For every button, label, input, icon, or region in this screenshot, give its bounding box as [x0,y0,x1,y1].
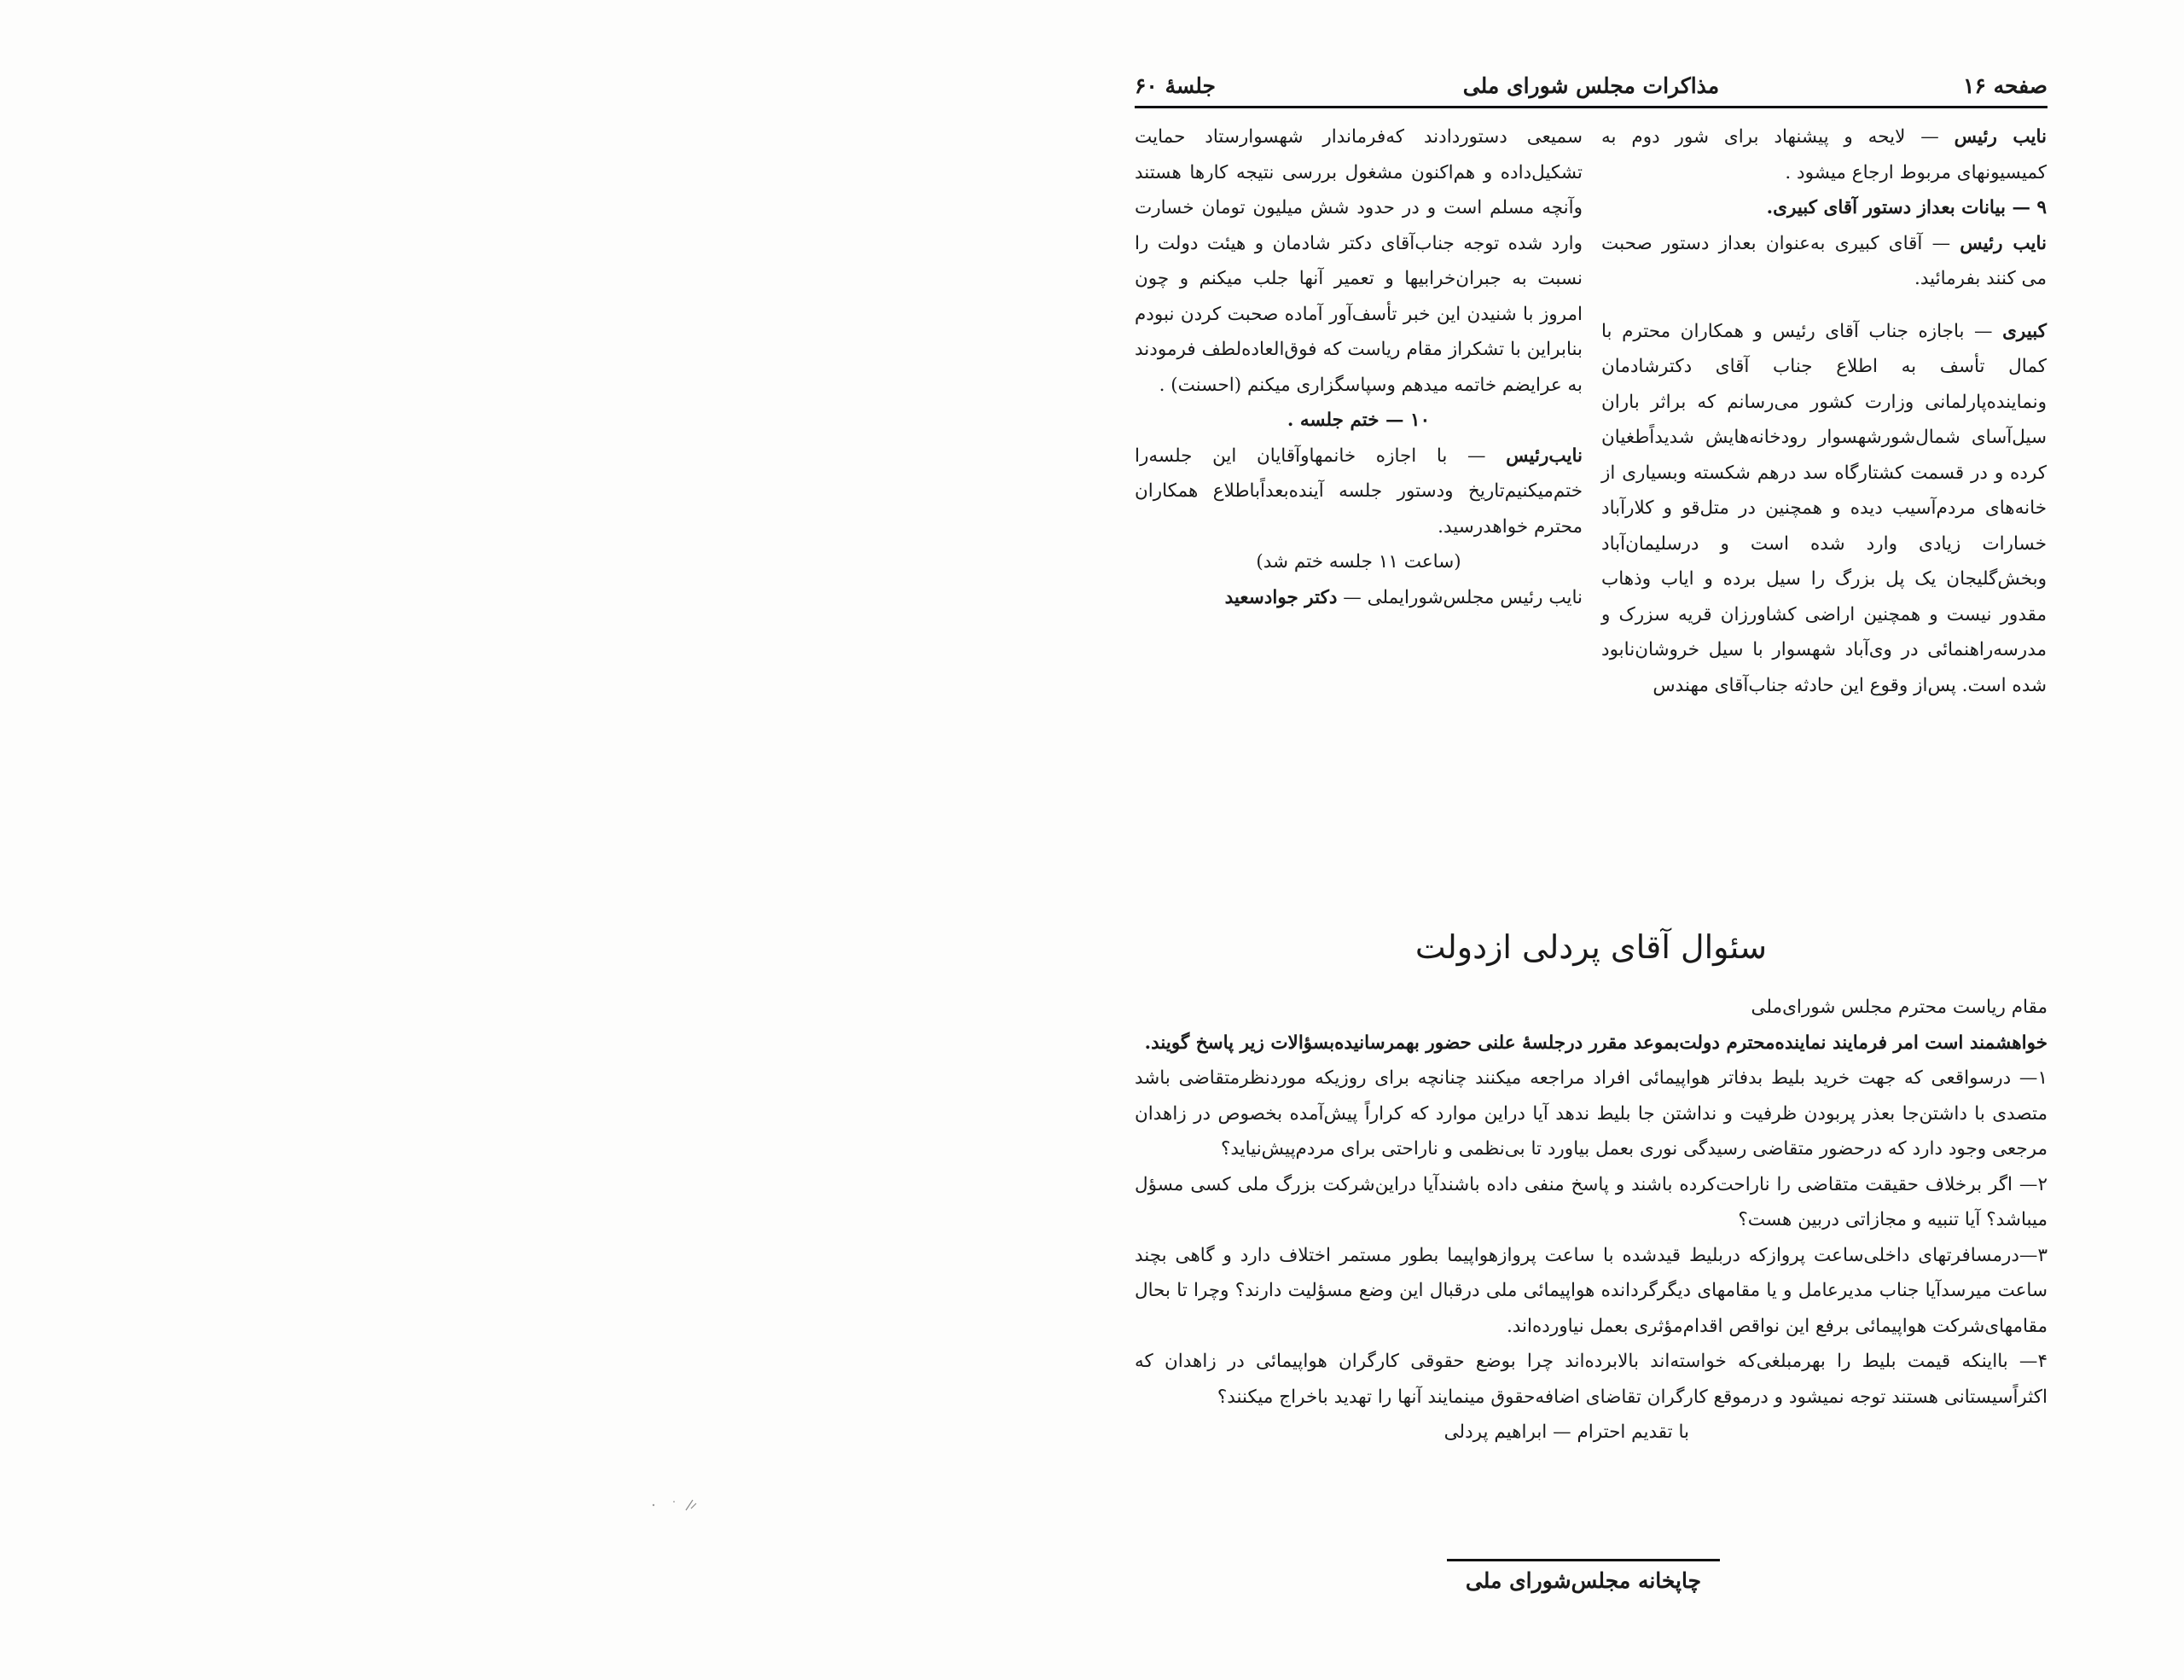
speech-text: — باجازه جناب آقای رئیس و همکاران محترم با کمال تأسف به اطلاع جناب آقای دکترشادمان ونماینده‌پارلمانی وزارت کشور می‌رسانم که براثر باران سیل‌آسای شمال‌شورشهسوار رودخانه‌هایش شدیداًطغیان کرده و در قسمت کشتارگاه سد درهم شکسته وبسیاری از خانه‌های مردم‌آسیب دیده و همچنین در متل‌قو و کلارآباد خسارات زیادی وارد شده است و درسلیمان‌آباد وبخش‌گلیجان یک پل بزرگ را سیل برده و ایاب وذهاب مقدور نیست و همچنین اراضی کشاورزان قریه سزرک و مدرسه‌راهنمائی در وی‌آباد شهسوار با سیل خروشان‌نابود شده است. پس‌از وقوع این حادثه جناب‌آقای مهندس [1601,320,2047,696]
speaker-name: نایب رئیس [1960,232,2047,254]
page-header [1135,67,2048,106]
session-number: جلسهٔ ۶۰ [1135,73,1216,98]
question-section [1135,921,2048,1450]
header-rule [1135,106,2048,108]
section-heading: ۱۰ — ختم جلسه . [1287,410,1431,431]
speaker-name: نایب رئیس [1954,126,2047,148]
question-item: ۲— اگر برخلاف حقیقت متقاضی را ناراحت‌کرده باشند و پاسخ منفی داده باشندآیا دراین‌شرکت بزرگ ملی کسی مسؤل میباشد؟ آیا تنبیه و مجازاتی دربین هست؟ [1135,1173,2048,1230]
question-item: ۱— درسواقعی که جهت خرید بلیط بدفاتر هواپیمائی افراد مراجعه میکنند چنانچه برای روزیکه موردنظرمتقاضی باشد متصدی با داشتن‌جا بعذر پربودن ظرفیت و نداشتن جا بلیط ندهد آیا دراین موارد که کراراً پیش‌آمده بخصوص در زاهدان مرجعی وجود دارد که درحضور متقاضی رسیدگی نوری بعمل بیاورد تا بی‌نظمی و ناراحتی برای مردم‌پیش‌نیاید؟ [1135,1067,2048,1160]
printer-imprint: چاپخانه مجلس‌شورای ملی [1465,1568,1702,1593]
question-item: ۴— بااینکه قیمت بلیط را بهرمبلغی‌که خواسته‌اند بالابرده‌اند چرا بوضع حقوقی کارگران هواپیمائی در زاهدان که اکثراًسیستانی هستند توجه نمیشود و درموقع کارگران تقاضای اضافه‌حقوق مینمایند آنها را تهدید باخراج میکنند؟ [1135,1351,2048,1408]
question-item: ۳—درمسافرتهای داخلی‌ساعت پروازکه دربلیط قیدشده با ساعت پروازهواپیما بطور مستمر اختلاف دارد و گاهی بچند ساعت میرسدآیا جناب مدیرعامل و یا مقامهای دیگرگردانده هواپیمائی ملی درقبال این وضع مسؤلیت دارند؟ وچرا تا بحال مقامهای‌شرکت هواپیمائی برفع این نواقص اقدام‌مؤثری بعمل نیاورده‌اند. [1135,1244,2048,1337]
signature-name: دکتر جوادسعید [1224,586,1338,608]
speech-text: — با اجازه خانمهاوآقایان این جلسه‌را ختم‌میکنیم‌تاریخ ودستور جلسه آینده‌بعداًباطلاع همکاران محترم خواهدرسید. [1135,445,1583,538]
page-number: صفحه ۱۶ [1963,73,2048,98]
paragraph [1135,439,1583,545]
speaker-name: نایب‌رئیس [1506,445,1583,467]
journal-title: مذاکرات مجلس شورای ملی [1462,73,1720,98]
paragraph [1601,314,2047,704]
question-signature: با تقدیم احترام — ابراهیم پردلی [1443,1421,1689,1443]
speaker-name: کبیری [2002,320,2047,342]
section-heading: ۹ — بیانات بعداز دستور آقای کبیری. [1766,197,2047,218]
scan-specks [648,1485,717,1519]
addressee: مقام ریاست محترم مجلس شورای‌ملی [1751,997,2048,1018]
speech-text: — لایحه و پیشنهاد برای شور دوم به کمیسیونهای مربوط ارجاع میشود . [1601,126,2047,183]
continuation-paragraph: سمیعی دستوردادند که‌فرماندار شهسوارستاد حمایت تشکیل‌داده و هم‌اکنون مشغول بررسی نتیجه کارها هستند وآنچه مسلم است و در حدود شش میلیون تومان خسارت وارد شده توجه جناب‌آقای دکتر شادمان و هیئت دولت را نسبت به جبران‌خرابیها و تعمیر آنها جلب میکنم و چون امروز با شنیدن این خبر تأسف‌آور آماده صحبت کردن نبودم بنابراین با تشکراز مقام ریاست که فوق‌العاده‌لطف فرمودند به عرایضم خاتمه میدهم وسپاسگزاری میکنم (احسنت) . [1135,126,1583,396]
footer-rule [1447,1559,1720,1561]
question-title: سئوال آقای پردلی ازدولت [1414,928,1768,966]
speech-text: — آقای کبیری به‌عنوان بعداز دستور صحبت می کنند بفرمائید. [1601,232,2047,289]
paragraph [1601,119,2047,190]
session-signature [1135,580,1583,616]
time-note: (ساعت ۱۱ جلسه ختم شد) [1256,551,1461,573]
paragraph [1601,226,2047,297]
question-intro: خواهشمند است امر فرمایند نماینده‌محترم دولت‌بموعد مقرر درجلسهٔ علنی حضور بهمرسانیده‌بسؤالات زیر پاسخ گویند. [1144,1032,2048,1054]
signature-title: نایب رئیس مجلس‌شورایملی — [1337,586,1583,608]
right-column [1601,119,2047,703]
left-column [1135,119,1583,615]
